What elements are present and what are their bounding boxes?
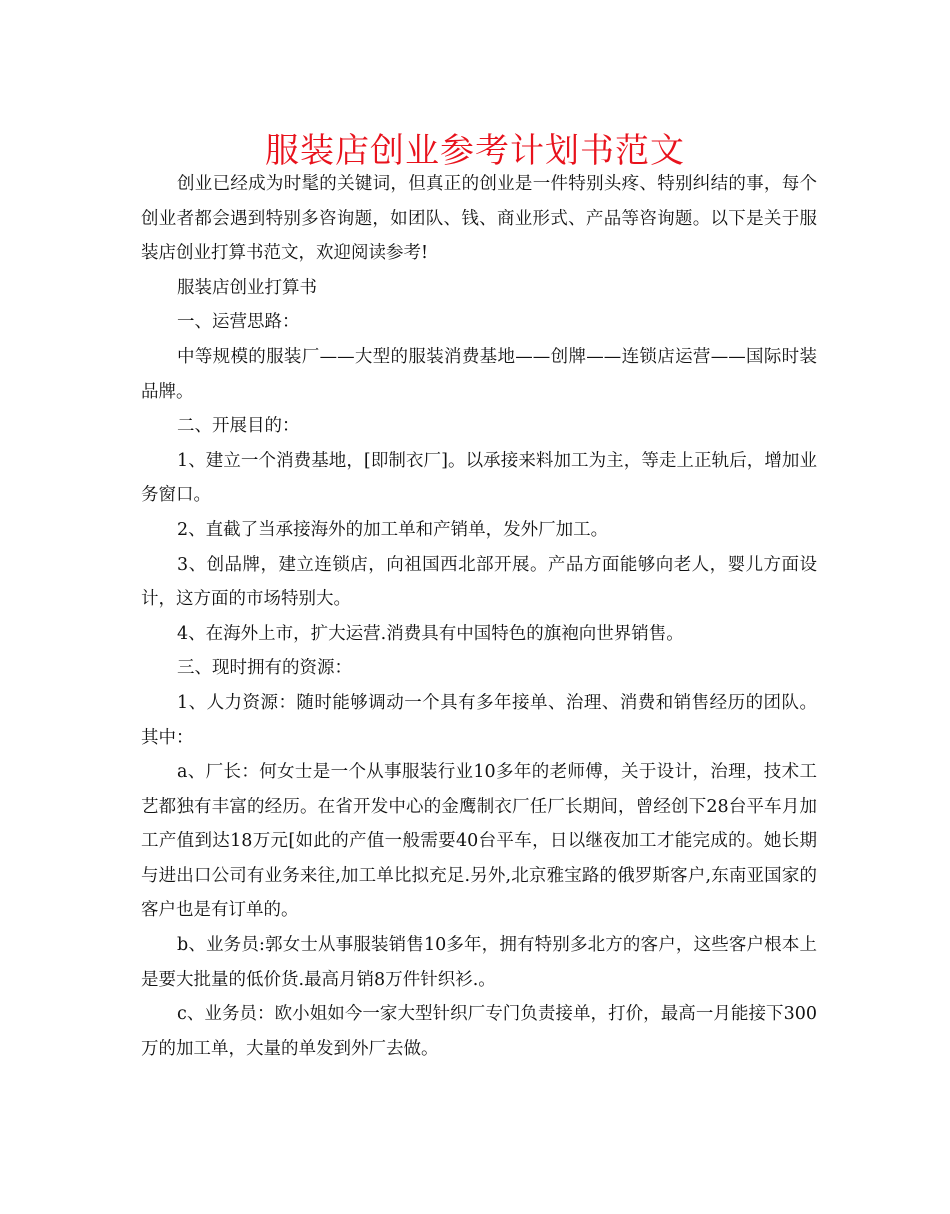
document-title: 服装店创业参考计划书范文 — [265, 131, 685, 171]
section-heading-resources: 三、现时拥有的资源： — [177, 658, 352, 679]
paragraph-operation: 中等规模的服装厂——大型的服装消费基地——创牌——连锁店运营——国际时装品牌。 — [141, 346, 817, 402]
document-body — [141, 167, 817, 1066]
paragraph-resource-a: a、厂长：何女士是一个从事服装行业10多年的老师傅，关于设计，治理，技术工艺都独有丰富的经历。在省开发中心的金鹰制衣厂任厂长期间，曾经创下28台平车月加工产值到达18万元[如此的产值一般需要40台平车，日以继夜加工才能完成的。她长期与进出口公司有业务来往,加工单比拟充足.另外,北京雅宝路的俄罗斯客户,东南亚国家的客户也是有订单的。 — [141, 762, 817, 921]
paragraph-goal-3: 3、创品牌，建立连锁店，向祖国西北部开展。产品方面能够向老人，婴儿方面设计，这方面的市场特别大。 — [141, 554, 817, 610]
paragraph-goal-4: 4、在海外上市，扩大运营.消费具有中国特色的旗袍向世界销售。 — [177, 623, 684, 644]
section-heading-goals: 二、开展目的： — [177, 416, 300, 437]
paragraph-resource-1: 1、人力资源：随时能够调动一个具有多年接单、治理、消费和销售经历的团队。其中： — [141, 692, 817, 748]
paragraph-subtitle: 服装店创业打算书 — [177, 277, 317, 298]
paragraph-goal-1: 1、建立一个消费基地，[即制衣厂]。以承接来料加工为主，等走上正轨后，增加业务窗口。 — [141, 450, 817, 506]
paragraph-goal-2: 2、直截了当承接海外的加工单和产销单，发外厂加工。 — [177, 519, 609, 540]
paragraph-intro: 创业已经成为时髦的关键词，但真正的创业是一件特别头疼、特别纠结的事，每个创业者都会遇到特别多咨询题，如团队、钱、商业形式、产品等咨询题。以下是关于服装店创业打算书范文，欢迎阅读参考! — [141, 174, 817, 264]
paragraph-resource-b: b、业务员:郭女士从事服装销售10多年，拥有特别多北方的客户，这些客户根本上是要大批量的低价货.最高月销8万件针织衫.。 — [141, 935, 817, 990]
paragraph-resource-c: c、业务员：欧小姐如今一家大型针织厂专门负责接单，打价，最高一月能接下300万的加工单，大量的单发到外厂去做。 — [141, 1004, 817, 1059]
section-heading-operation: 一、运营思路： — [177, 312, 300, 333]
